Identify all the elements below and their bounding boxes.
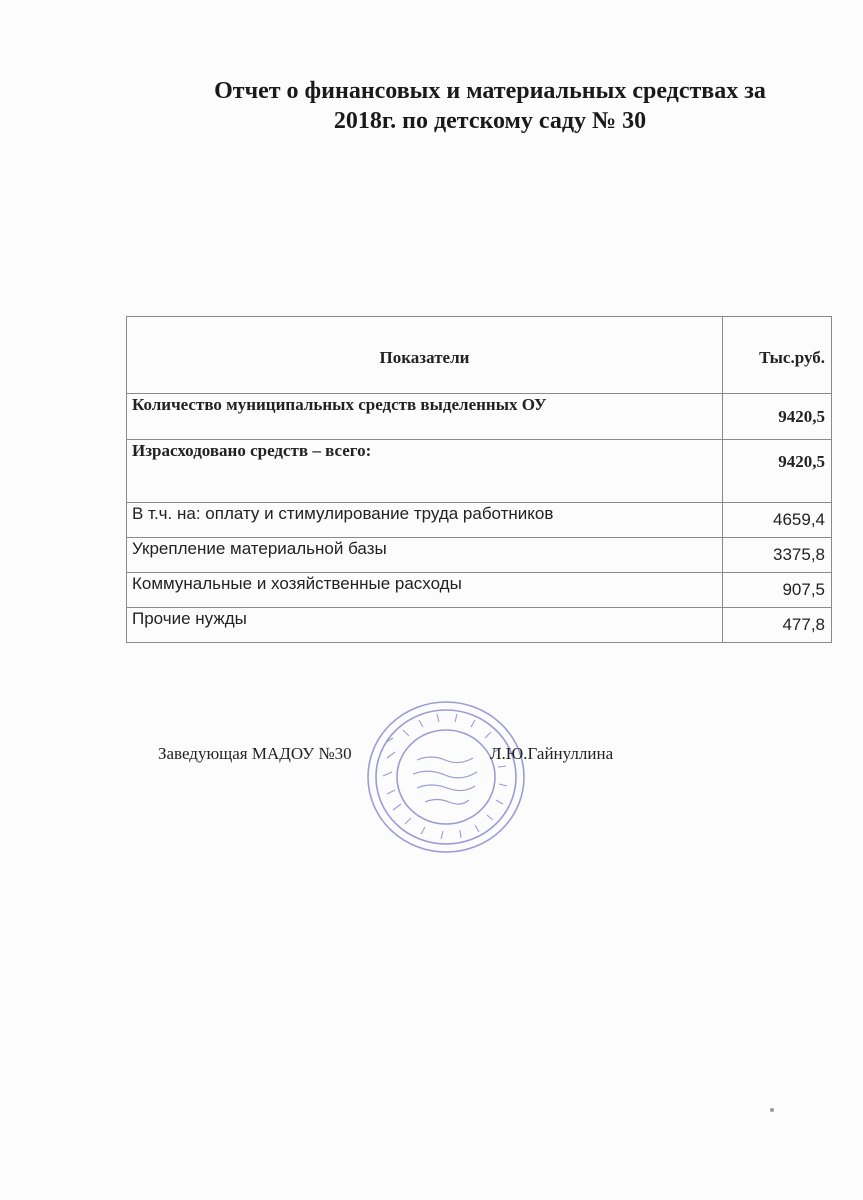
row-label: Количество муниципальных средств выделенных ОУ [127, 394, 723, 440]
stamp-hatching [383, 714, 507, 839]
table-row [127, 394, 832, 440]
table-row [127, 608, 832, 643]
round-stamp-seal [365, 698, 527, 856]
row-value: 9420,5 [723, 440, 832, 503]
row-value: 477,8 [723, 608, 832, 643]
row-value: 3375,8 [723, 538, 832, 573]
row-label: Коммунальные и хозяйственные расходы [127, 573, 723, 608]
document-title-line-1: Отчет о финансовых и материальных средствах за [214, 78, 766, 104]
document-title [140, 76, 840, 136]
table-row [127, 538, 832, 573]
row-label: В т.ч. на: оплату и стимулирование труда работников [127, 503, 723, 538]
signatory-name: Л.Ю.Гайнуллина [490, 744, 614, 763]
row-label: Израсходовано средств – всего: [127, 440, 723, 503]
signatory-position: Заведующая МАДОУ №30 [158, 744, 352, 763]
column-header-amount: Тыс.руб. [723, 317, 832, 394]
table-header-row [127, 317, 832, 394]
report-table [126, 316, 832, 643]
table-row [127, 503, 832, 538]
row-label: Укрепление материальной базы [127, 538, 723, 573]
signature-block [158, 744, 614, 764]
row-value: 9420,5 [723, 394, 832, 440]
document-title-line-2: 2018г. по детскому саду № 30 [333, 108, 647, 134]
table-row [127, 573, 832, 608]
scan-speck [770, 1108, 774, 1112]
row-label: Прочие нужды [127, 608, 723, 643]
stamp-rings [368, 702, 524, 852]
row-value: 907,5 [723, 573, 832, 608]
row-value: 4659,4 [723, 503, 832, 538]
column-header-indicators: Показатели [127, 317, 723, 394]
stamp-inner-writing [413, 757, 477, 804]
table-row [127, 440, 832, 503]
